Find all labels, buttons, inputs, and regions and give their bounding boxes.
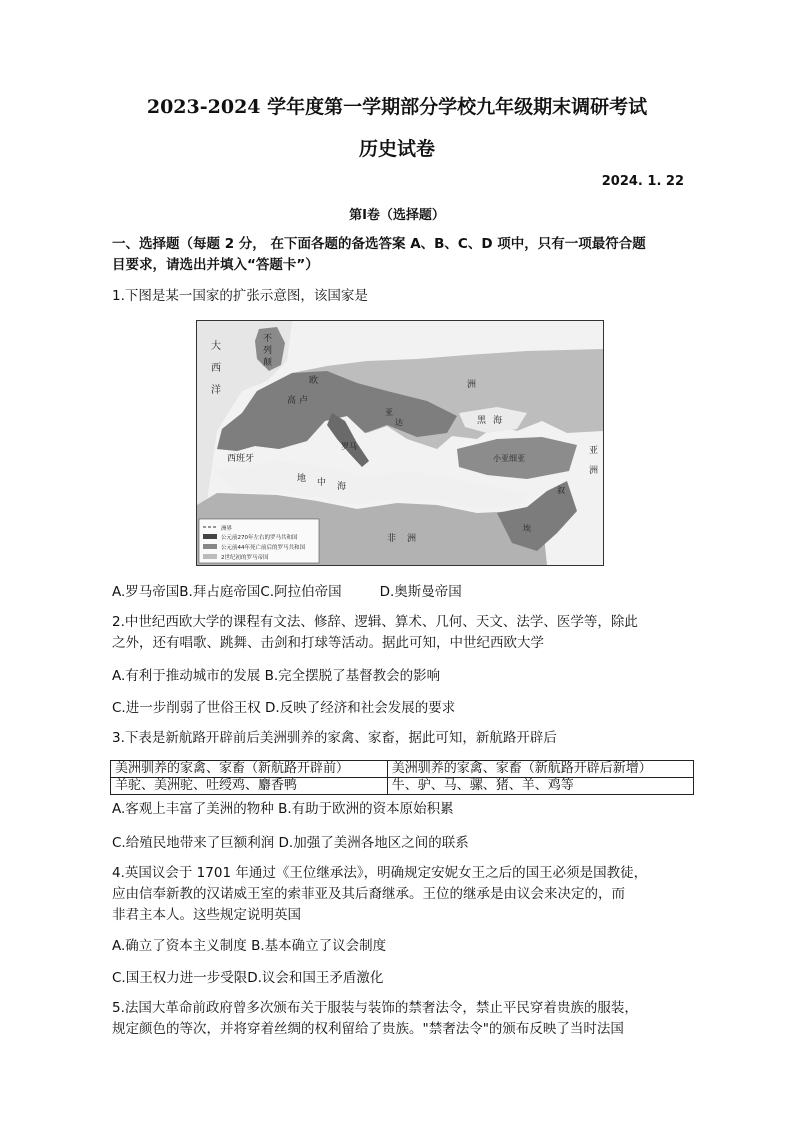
- q1-options: [112, 580, 462, 600]
- legend-item-1: 洲界: [221, 526, 233, 532]
- section-heading: 第Ⅰ卷（选择题）: [349, 208, 445, 223]
- map-label: 非: [387, 534, 397, 544]
- map-label: 西: [211, 363, 221, 374]
- map-label: 罗马: [341, 442, 357, 451]
- map-label: 西班牙: [227, 454, 255, 464]
- q3-stem: 3.下表是新航路开辟前后美洲驯养的家禽、家畜，据此可知，新航路开辟后: [112, 730, 557, 746]
- q2-line-2: 之外，还有唱歌、跳舞、击剑和打球等活动。据此可知，中世纪西欧大学: [112, 635, 544, 651]
- expansion-map: [196, 320, 604, 566]
- map-label: 欧: [309, 376, 319, 386]
- map-label: 亚: [385, 408, 393, 417]
- q4-line-2: 应由信奉新教的汉诺威王室的索菲亚及其后裔继承。王位的继承是由议会来决定的，而: [112, 886, 625, 902]
- map-label: 海: [493, 416, 503, 426]
- map-graphic: [197, 321, 603, 565]
- map-label: 大: [211, 341, 221, 352]
- q1-option-b[interactable]: B.拜占庭帝国: [179, 584, 261, 600]
- exam-subtitle: 历史试卷: [358, 138, 435, 160]
- q3-table: [110, 760, 694, 795]
- map-label: 达: [395, 418, 403, 427]
- legend-item-2: 公元前270年左右的罗马共和国: [221, 535, 298, 541]
- q4-line-3: 非君主本人。这些规定说明英国: [112, 907, 301, 923]
- map-label: 洲: [589, 466, 599, 476]
- map-label: 高: [287, 396, 297, 406]
- q4-options-cd[interactable]: C.国王权力进一步受限D.议会和国王矛盾激化: [112, 970, 384, 986]
- exam-date: 2024. 1. 22: [601, 174, 684, 189]
- map-label: 不: [263, 334, 273, 344]
- q1-stem: 1.下图是某一国家的扩张示意图，该国家是: [112, 288, 368, 304]
- table-header-cell: 美洲驯养的家禽、家畜（新航路开辟前）: [111, 761, 388, 778]
- legend-item-3: 公元前44年死亡前后的罗马共和国: [221, 545, 305, 551]
- map-label: 小亚细亚: [493, 454, 525, 463]
- map-label: 海: [337, 482, 347, 492]
- q5-stem: [112, 998, 690, 1040]
- q2-options-ab[interactable]: A.有利于推动城市的发展 B.完全摆脱了基督教会的影响: [112, 668, 441, 684]
- q1-option-a[interactable]: A.罗马帝国: [112, 584, 180, 600]
- q4-line-1: 4.英国议会于 1701 年通过《王位继承法》，明确规定安妮女王之后的国王必须是国教徒，: [112, 865, 648, 881]
- q1-option-d[interactable]: D.奥斯曼帝国: [379, 584, 462, 600]
- table-header-cell: 美洲驯养的家禽、家畜（新航路开辟后新增）: [387, 761, 693, 778]
- q2-stem: [112, 612, 690, 654]
- map-label: 中: [317, 478, 327, 488]
- map-label: 黑: [477, 416, 487, 426]
- q3-options-cd[interactable]: C.给殖民地带来了巨额利润 D.加强了美洲各地区之间的联系: [112, 835, 469, 851]
- instructions-line-2: 目要求，请选出并填入“答题卡”）: [112, 257, 319, 273]
- table-row: [111, 778, 694, 795]
- map-label: 叙: [557, 486, 565, 495]
- map-label: 埃: [523, 524, 531, 533]
- legend-item-4: 2世纪初的罗马帝国: [221, 555, 269, 561]
- q5-line-2: 规定颜色的等次，并将穿着丝绸的权利留给了贵族。"禁奢法令"的颁布反映了当时法国: [112, 1021, 624, 1037]
- q4-options-ab[interactable]: A.确立了资本主义制度 B.基本确立了议会制度: [112, 938, 387, 954]
- q4-stem: [112, 863, 690, 926]
- table-header-row: [111, 761, 694, 778]
- q3-options-ab[interactable]: A.客观上丰富了美洲的物种 B.有助于欧洲的资本原始积累: [112, 801, 454, 817]
- instructions: [112, 234, 690, 276]
- map-label: 洋: [211, 385, 221, 396]
- table-cell: 羊驼、美洲驼、吐绶鸡、麝香鸭: [111, 778, 388, 795]
- q2-options-cd[interactable]: C.进一步削弱了世俗王权 D.反映了经济和社会发展的要求: [112, 700, 456, 716]
- q2-line-1: 2.中世纪西欧大学的课程有文法、修辞、逻辑、算术、几何、天文、法学、医学等，除此: [112, 614, 638, 630]
- map-label: 列: [263, 346, 273, 356]
- q5-line-1: 5.法国大革命前政府曾多次颁布关于服装与装饰的禁奢法令，禁止平民穿着贵族的服装，: [112, 1000, 638, 1016]
- exam-title: 2023-2024 学年度第一学期部分学校九年级期末调研考试: [146, 96, 648, 118]
- map-label: 亚: [589, 446, 599, 456]
- instructions-line-1: 一、选择题（每题 2 分， 在下面各题的备选答案 A、B、C、D 项中，只有一项最符合题: [112, 236, 646, 252]
- map-label: 地: [297, 474, 307, 484]
- table-cell: 牛、驴、马、骡、猪、羊、鸡等: [387, 778, 693, 795]
- q1-option-c[interactable]: C.阿拉伯帝国: [260, 584, 342, 600]
- map-label: 卢: [299, 396, 309, 406]
- map-label: 洲: [407, 534, 417, 544]
- map-label: 洲: [467, 380, 477, 390]
- map-label: 颠: [263, 358, 273, 368]
